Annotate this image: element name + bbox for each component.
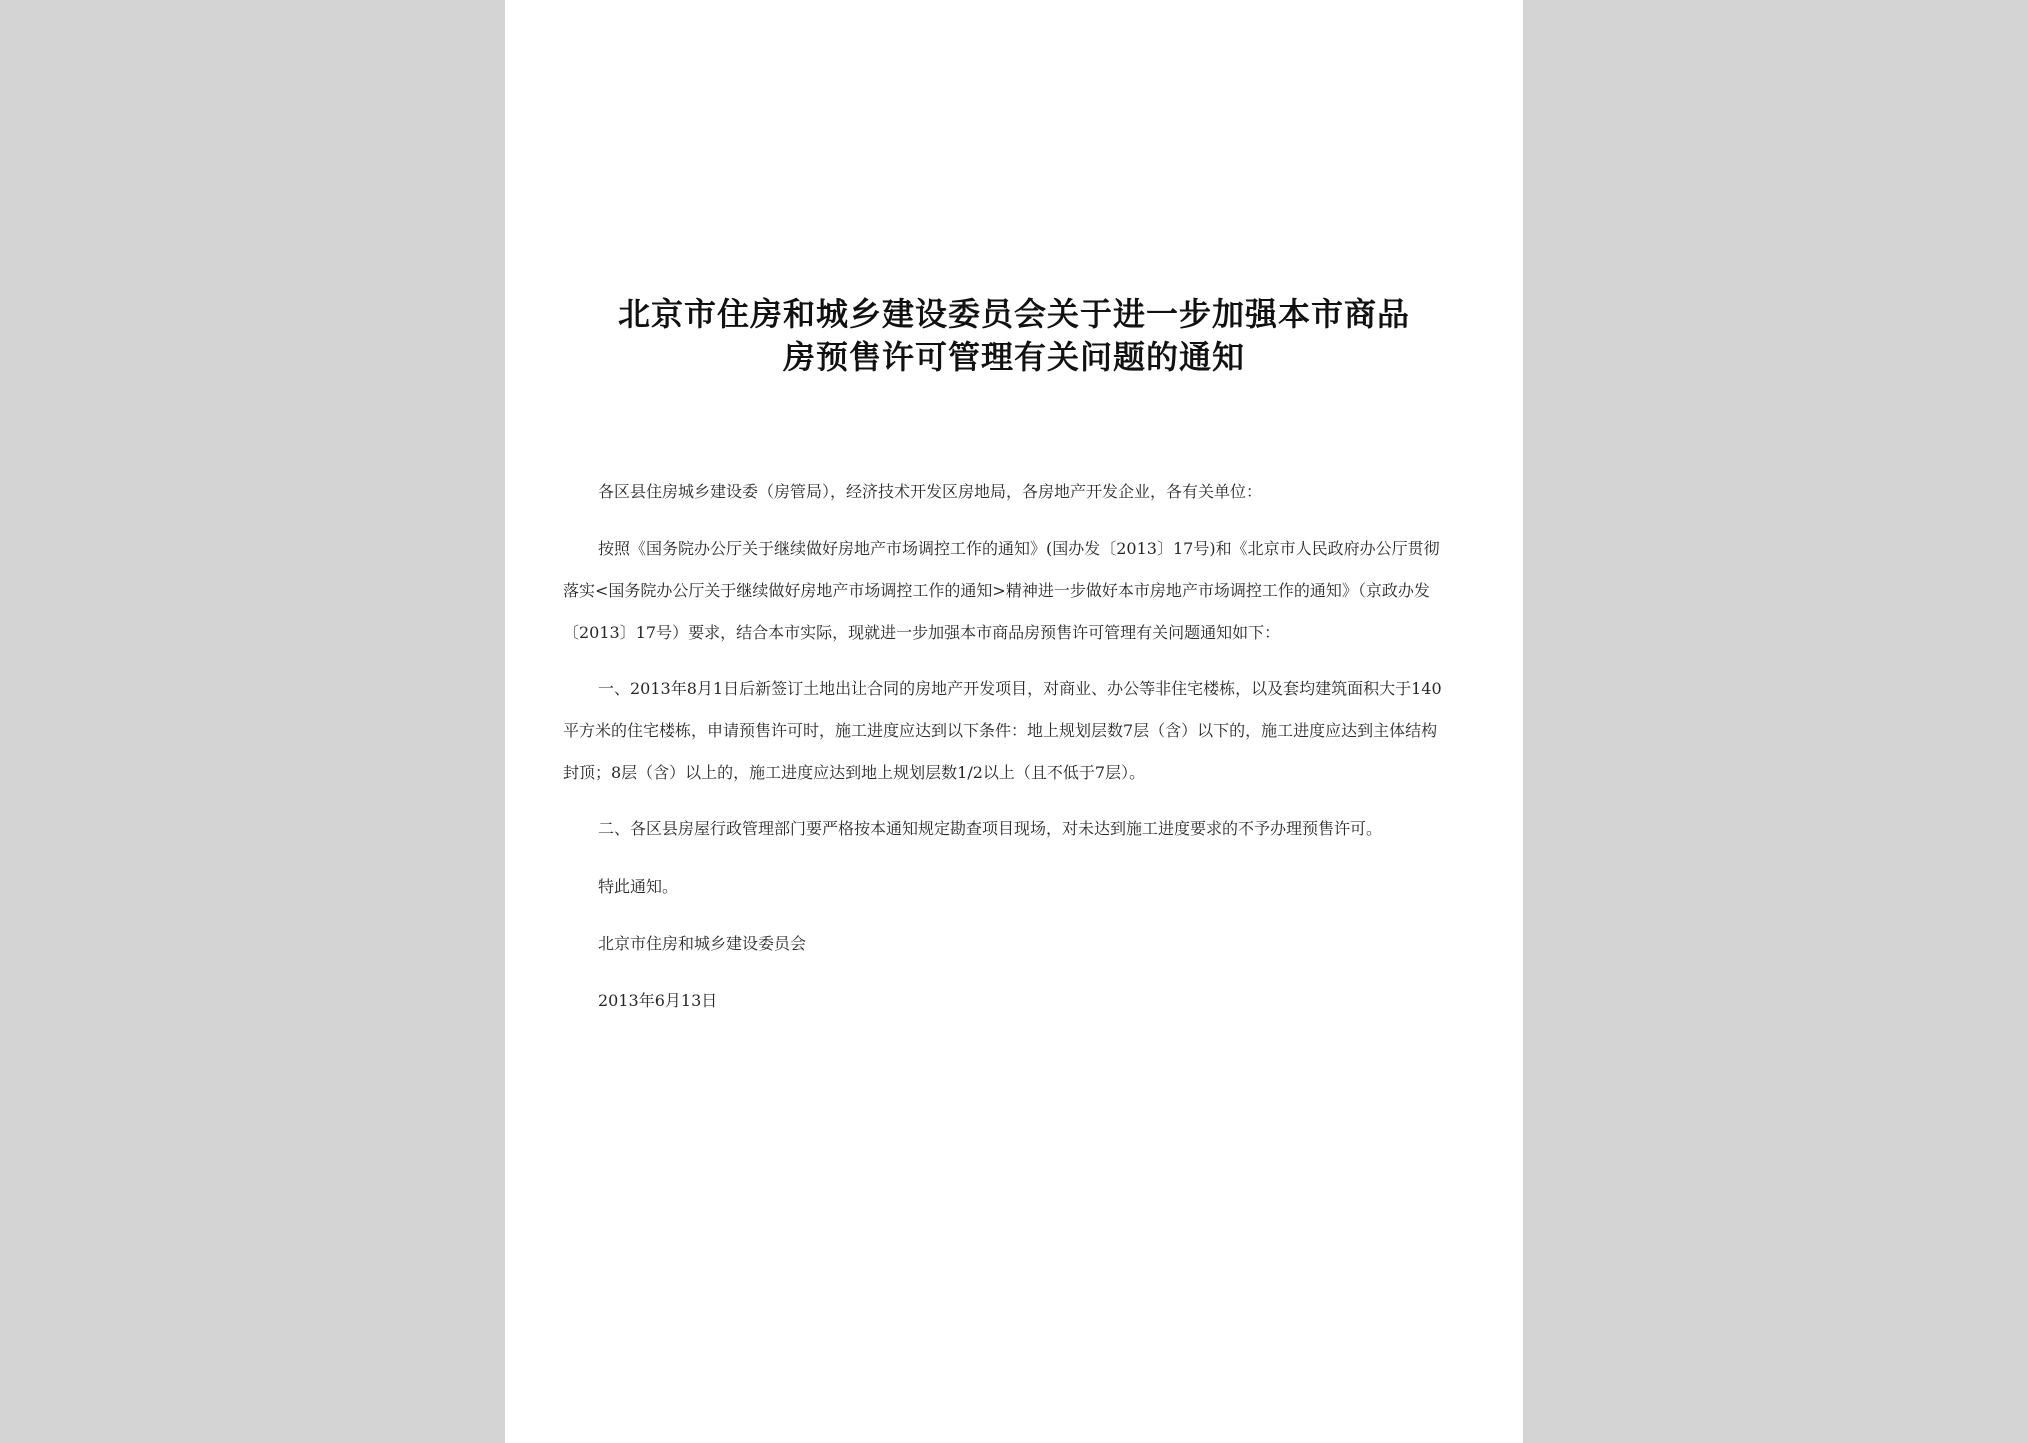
paragraph-2: 一、2013年8月1日后新签订土地出让合同的房地产开发项目，对商业、办公等非住宅楼栋，以及套均建筑面积大于140平方米的住宅楼栋，申请预售许可时，施工进度应达到以下条件：地上规划层数7层（含）以下的，施工进度应达到主体结构封顶；8层（含）以上的，施工进度应达到地上规划层数1/2以上（且不低于7层）。 <box>563 679 1442 782</box>
title-line-2: 房预售许可管理有关问题的通知 <box>782 338 1245 376</box>
salutation: 各区县住房城乡建设委（房管局），经济技术开发区房地局，各房地产开发企业，各有关单位： <box>598 482 1263 501</box>
paragraph-1: 按照《国务院办公厅关于继续做好房地产市场调控工作的通知》(国办发〔2013〕17号)和《北京市人民政府办公厅贯彻落实<国务院办公厅关于继续做好房地产市场调控工作的通知>精神进一步做好本市房地产市场调控工作的通知》（京政办发〔2013〕17号）要求，结合本市实际，现就进一步加强本市商品房预售许可管理有关问题通知如下： <box>563 539 1440 642</box>
document-title <box>545 293 1483 379</box>
title-line-1: 北京市住房和城乡建设委员会关于进一步加强本市商品 <box>617 295 1410 333</box>
issuer-name: 北京市住房和城乡建设委员会 <box>598 934 807 953</box>
issue-date: 2013年6月13日 <box>598 991 718 1010</box>
document-page <box>505 0 1523 1443</box>
paragraph-3: 二、各区县房屋行政管理部门要严格按本通知规定勘查项目现场，对未达到施工进度要求的不予办理预售许可。 <box>598 819 1383 838</box>
closing-line: 特此通知。 <box>598 877 679 896</box>
